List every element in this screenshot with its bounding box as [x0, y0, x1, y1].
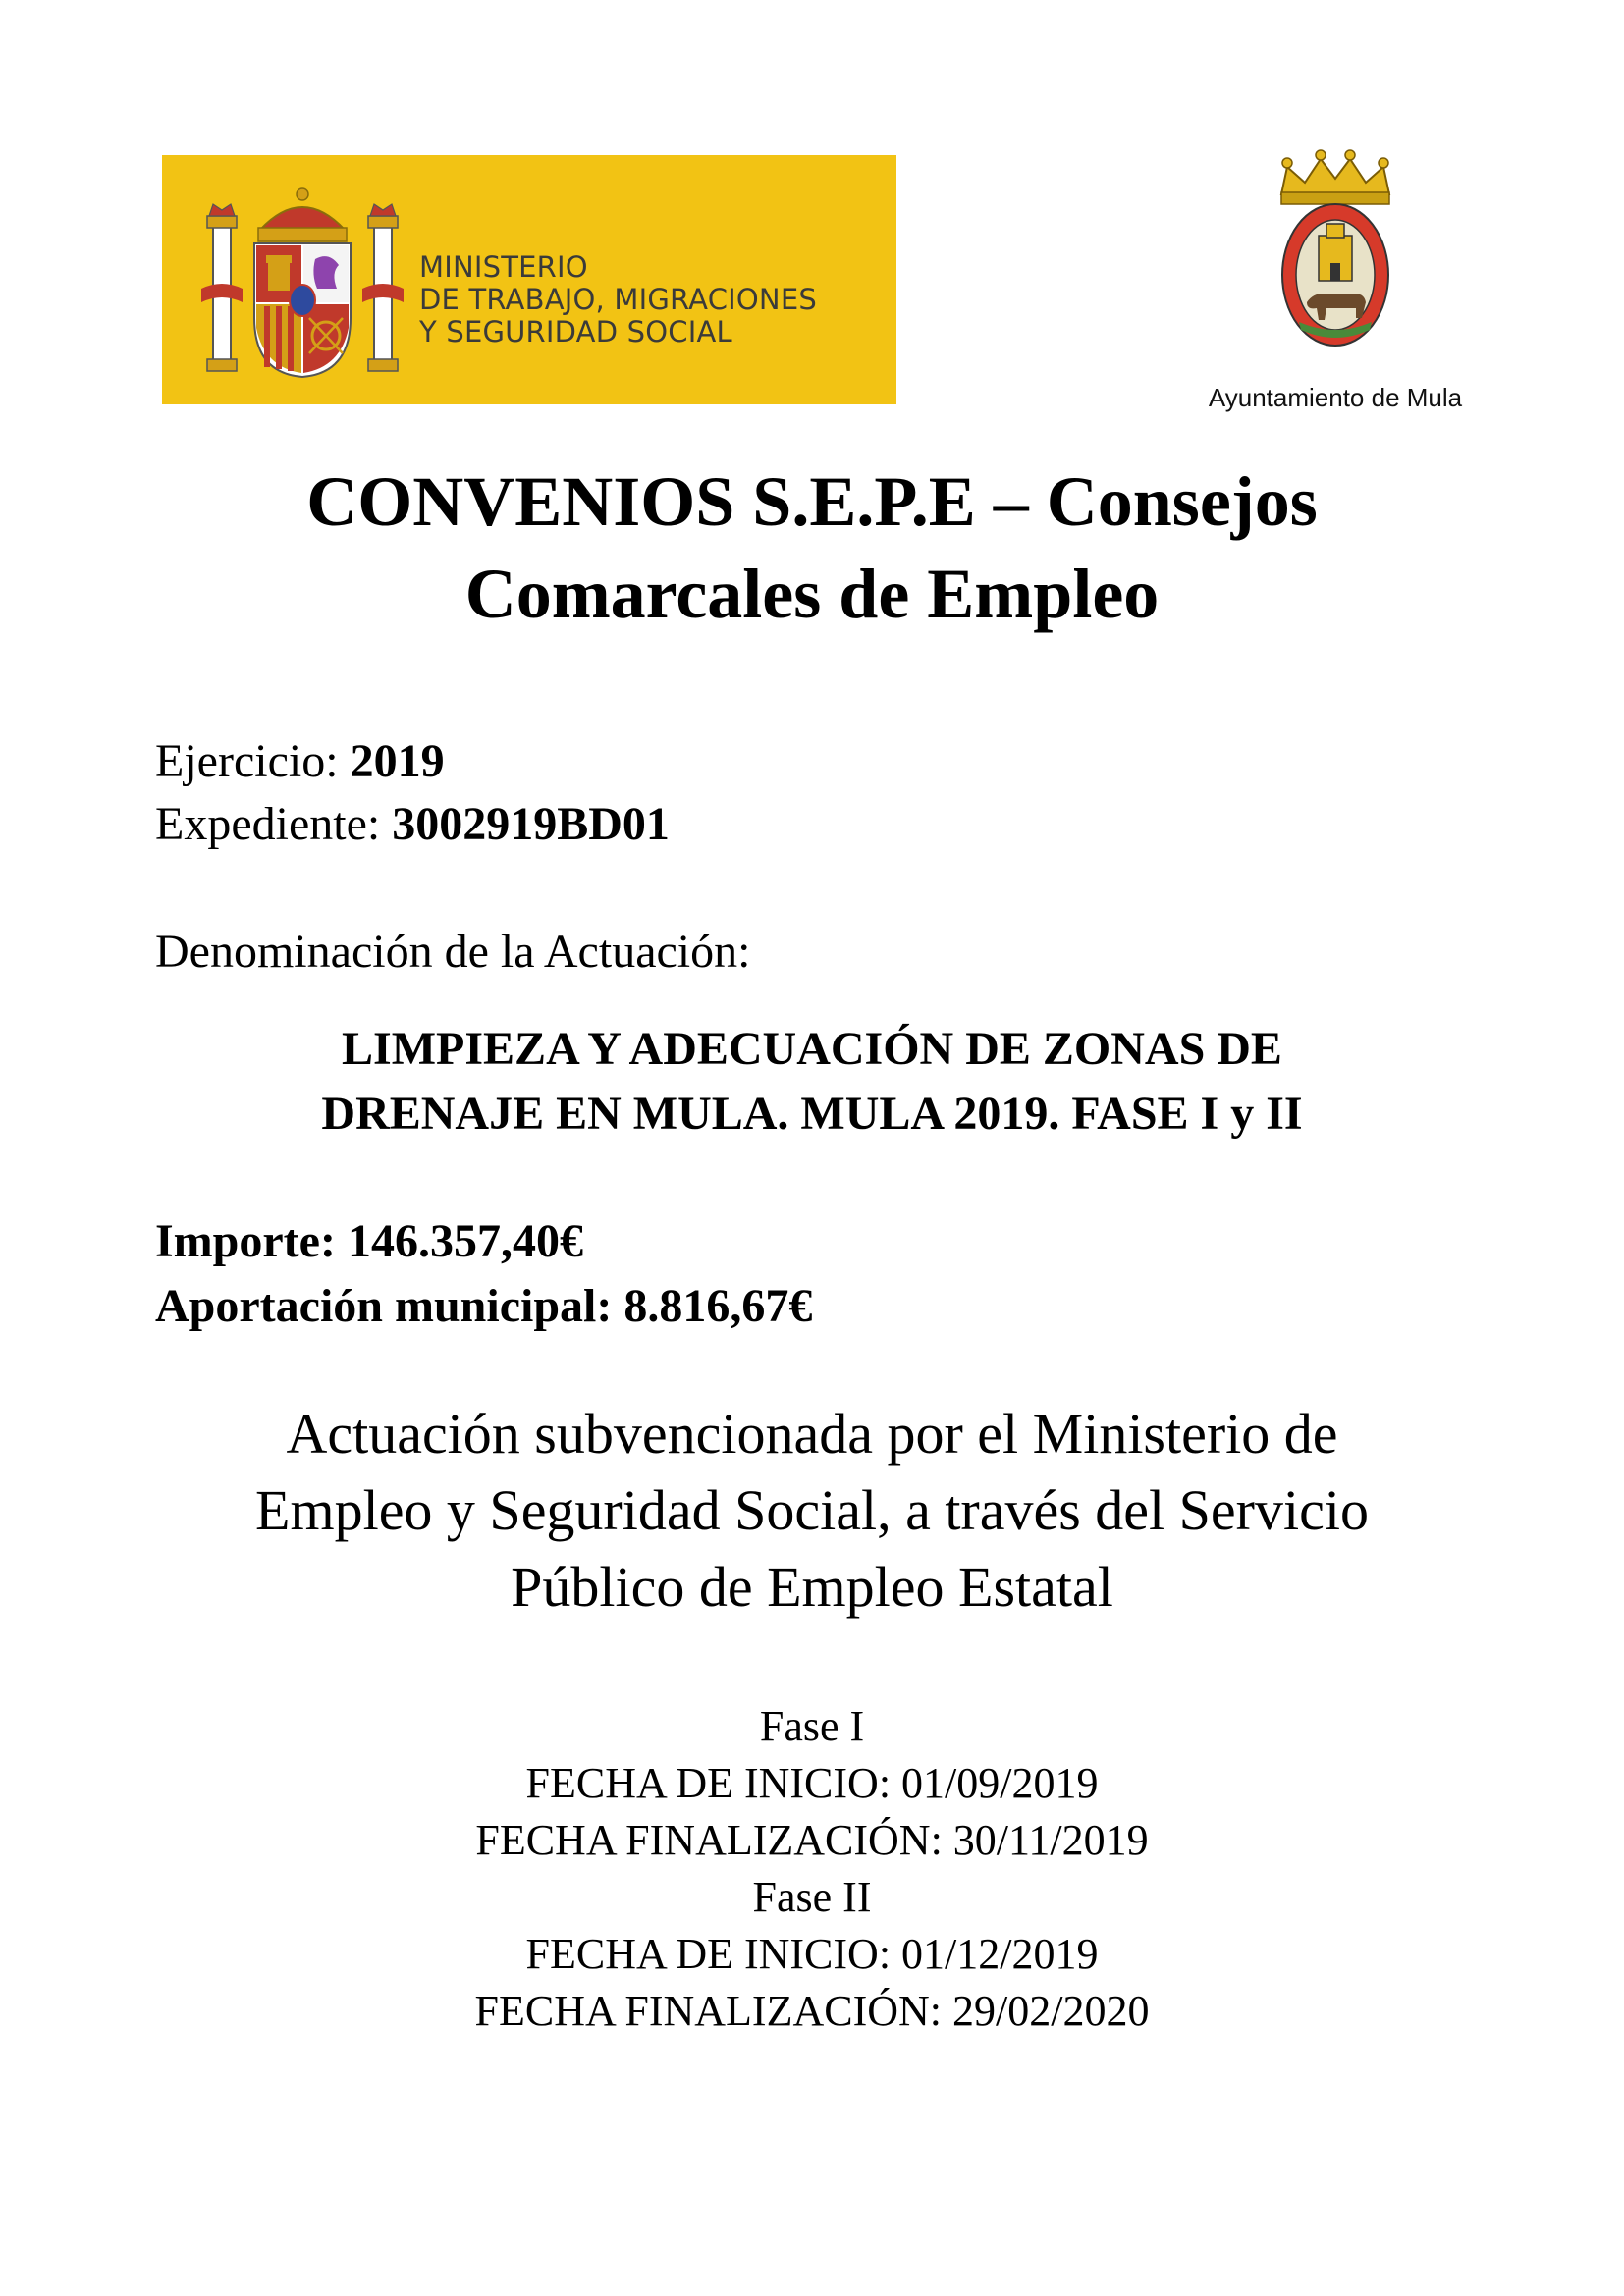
subsidy-line2: Empleo y Seguridad Social, a través del Servicio — [255, 1478, 1369, 1542]
importe-amount: Importe: 146.357,40€ — [155, 1215, 583, 1267]
expediente-label: Expediente: — [155, 798, 381, 850]
subsidy-line1: Actuación subvencionada por el Ministerio de — [286, 1402, 1338, 1466]
ministry-name-line3: Y SEGURIDAD SOCIAL — [419, 315, 732, 348]
spain-coat-of-arms-icon — [199, 181, 406, 383]
ejercicio-value: 2019 — [350, 735, 445, 787]
phase-end-date: FECHA FINALIZACIÓN: 29/02/2020 — [474, 1987, 1150, 2035]
action-name-line2: DRENAJE EN MULA. MULA 2019. FASE I y II — [321, 1088, 1303, 1140]
action-name — [157, 1017, 1467, 1147]
mula-crest-icon — [1272, 145, 1399, 351]
phase-name: Fase II — [752, 1873, 872, 1921]
expediente-value: 3002919BD01 — [392, 798, 670, 850]
ejercicio-label: Ejercicio: — [155, 735, 339, 787]
ministry-name — [419, 251, 817, 348]
page-title — [118, 455, 1506, 640]
ministry-name-line1: MINISTERIO — [419, 250, 588, 284]
action-name-line1: LIMPIEZA Y ADECUACIÓN DE ZONAS DE — [342, 1023, 1282, 1075]
ministry-logo — [162, 155, 896, 404]
phase-start-date: FECHA DE INICIO: 01/12/2019 — [525, 1930, 1099, 1978]
ministry-name-line2: DE TRABAJO, MIGRACIONES — [419, 283, 817, 316]
subsidy-line3: Público de Empleo Estatal — [511, 1555, 1113, 1619]
phase-end-date: FECHA FINALIZACIÓN: 30/11/2019 — [475, 1816, 1149, 1864]
phases-block — [118, 1698, 1506, 2040]
expediente-row — [155, 793, 670, 856]
subsidy-statement — [118, 1396, 1506, 1626]
ejercicio-row — [155, 730, 445, 793]
page-title-line1: CONVENIOS S.E.P.E – Consejos — [306, 462, 1318, 541]
phase-start-date: FECHA DE INICIO: 01/09/2019 — [525, 1759, 1099, 1807]
municipality-label: Ayuntamiento de Mula — [1208, 383, 1463, 412]
page-title-line2: Comarcales de Empleo — [464, 555, 1160, 633]
denominacion-label: Denominación de la Actuación: — [155, 926, 751, 978]
phase-name: Fase I — [759, 1702, 865, 1750]
aportacion-amount: Aportación municipal: 8.816,67€ — [155, 1280, 813, 1332]
